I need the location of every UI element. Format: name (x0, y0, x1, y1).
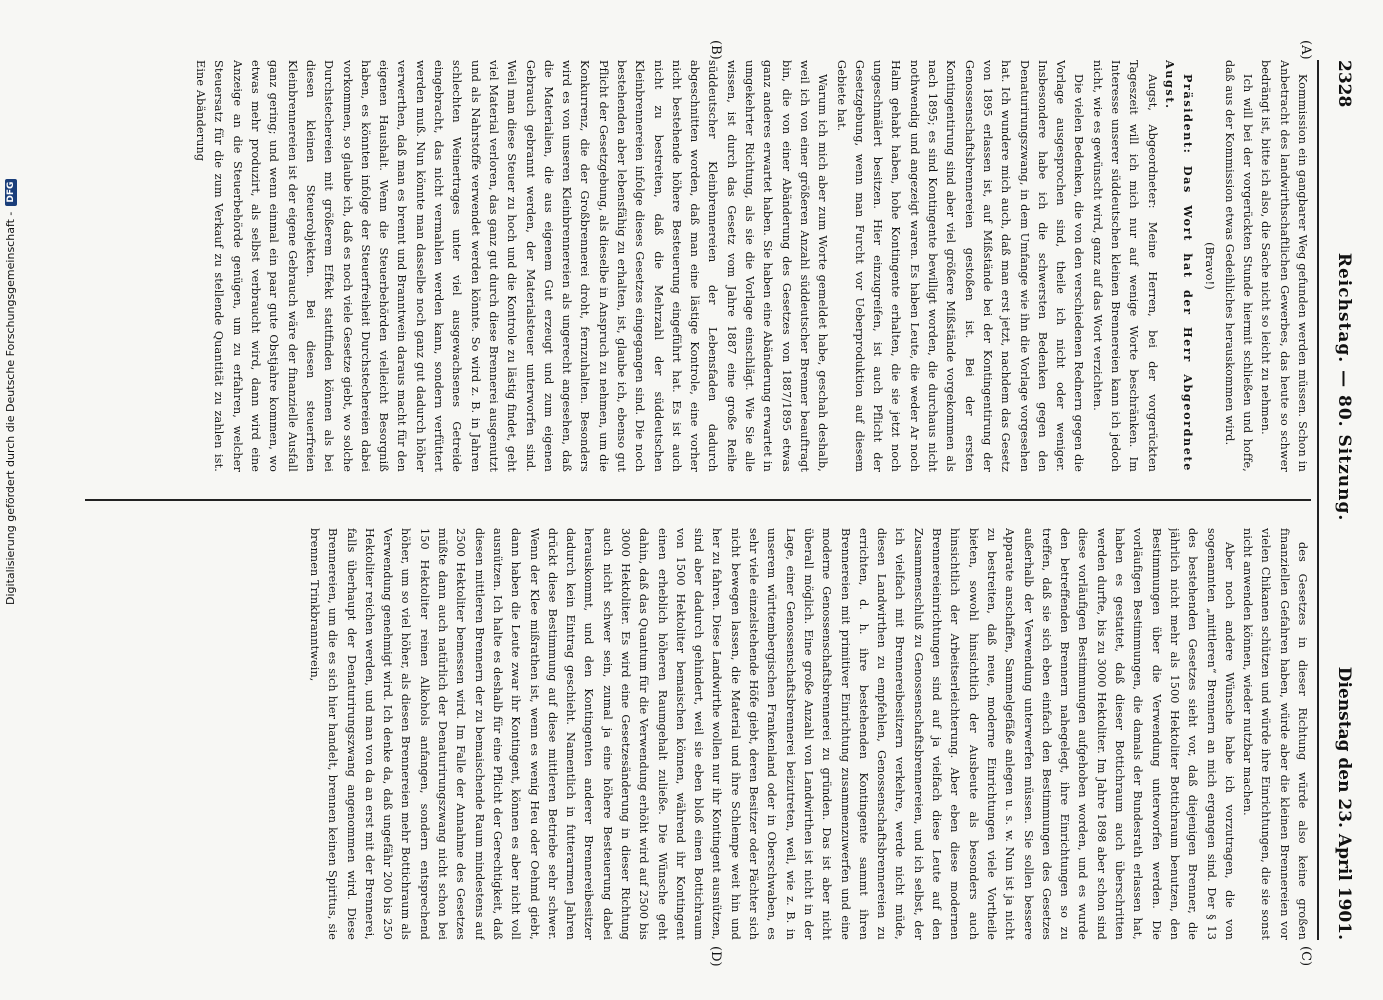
speaker-line: Präsident: Das Wort hat der Herr Abgeordnete Augst. (1162, 60, 1196, 472)
interjection: (Bravo!) (1202, 242, 1216, 290)
digitization-credit (4, 179, 17, 605)
left-column (85, 60, 1311, 472)
running-title: Reichstag. — 80. Sitzung. (1334, 252, 1354, 522)
margin-marker-b: (B) (708, 40, 723, 60)
paragraph: des Gesetzes in dieser Richtung würde also keine großen finanziellen Gefahren haben, würde aber die kleinen Brennereien vor vielen Chikanen schützen und würde ihre Einrichtungen, die sie sonst nicht anwenden können, wieder nutzbar machen. (1241, 528, 1309, 940)
dfg-logo: DFG (5, 179, 17, 206)
margin-marker-d: (D) (708, 946, 723, 967)
paragraph: Die vielen Bedenken, die von den verschiedenen Rednern gegen die Vorlage ausgesprochen sind, theile ich nicht oder weniger. Insbesondere habe ich die schwersten Bedenken gegen den Denaturirungszwang, in dem Umfange wie ihn die Vorlage vorgesehen hat. Ich wundere mich auch, daß man erst jetzt, nachdem das Gesetz von 1895 erlassen ist, auf Mißstände bei der Kontingentirung der Genossenschaftsbrennereien gestoßen ist. Bei der ersten Kontingentirung sind aber viel größere Mißstände vorgekommen als nach 1895; es sind Kontingente bewilligt worden, die durchaus nicht nothwendig und angezeigt waren. Es haben Leute, die weder Ar noch Halm gehabt haben, hohe Kontingente erhalten, die sie jetzt noch ungeschmälert besitzen. Hier einzugreifen, ist auch Pflicht der Gesetzgebung, wenn man Furcht vor Ueberproduktion auf diesem Gebiete hat. (834, 60, 1086, 472)
page-header (1329, 60, 1359, 940)
margin-marker-a: (A) (1298, 40, 1313, 60)
paragraph: Kommission ein gangbarer Weg gefunden werden müssen. Schon in Anbetracht des landwirthschaftlichen Gewerbes, das heute so schwer bedrängt ist, bitte ich also, die Sache nicht so leicht zu nehmen. (1259, 60, 1309, 472)
page-number: 2328 (1334, 60, 1354, 108)
margin-marker-c: (C) (1298, 946, 1313, 967)
column-divider (85, 499, 1311, 501)
header-rule (1317, 60, 1319, 940)
right-column (85, 528, 1311, 940)
paragraph: Warum ich mich aber zum Worte gemeldet habe, geschah deshalb, weil ich von einer größeren Anzahl süddeutscher Brenner beauftragt bin, die von einer Abänderung des Gesetzes von 1887/1895 etwas ganz anderes erwartet haben. Sie haben eine Abänderung erwartet in umgekehrter Richtung, als sie die Vorlage einschlägt. Wie Sie alle wissen, ist durch das Gesetz vom Jahre 1887 eine große Reihe süddeutscher Kleinbrennereien der Lebensfaden dadurch abgeschnitten worden, daß man eine lästige Kontrole, eine vorher nicht bestehende höhere Besteuerung eingeführt hat. Es ist auch nicht zu bestreiten, daß die Mehrzahl der süddeutschen Kleinbrennereien infolge dieses Gesetzes eingegangen sind. Die noch bestehenden aber lebensfähig zu erhalten, ist, glaube ich, ebenso gut Pflicht der Gesetzgebung, als dieselbe in Anspruch zu nehmen, um die Konkurrenz, die der Großbrennerei droht, fernzuhalten. Besonders wird es von unseren Kleinbrennereien als ungerecht angesehen, daß die Materialien, die aus eigenem Gut erzeugt und zum eigenen Gebrauch gebrannt werden, der Materialsteuer unterworfen sind. Weil man diese Steuer zu hoch und die Kontrole zu lästig findet, geht viel Material verloren, das ganz gut durch diese Brennerei ausgenutzt und als Nahrstoffe verwendet werden könnte. So wird z. B. in Jahren schlechten Weinertrages unter viel ausgewachsenes Getreide eingebracht, das nicht vermahlen werden kann, sondern verfüttert werden muß. Nun könnte man dasselbe noch ganz gut dadurch höher verwerthen, daß man es brennt und Branntwein daraus macht für den eigenen Haushalt. Wenn die Steuerbehörden vielleicht Besorgniß haben, es könnten infolge der Steuerfreiheit Durchstechereien dabei vorkommen, so glaube ich, daß es noch viele Gesetze giebt, wo solche Durchstechereien mit größerem Effekt stattfinden können als bei diesen kleinen Steuerobjekten. Bei diesen steuerfreien Kleinbrennereien ist der eigene Gebrauch wäre der finanzielle Ausfall ganz gering; und wenn einmal ein paar gute Obstjahre kommen, wo etwas mehr produzirt, als selbst verbraucht wird, dann wird eine Anzeige an die Steuerbehörde genügen, um zu erfahren, welcher Steuersatz für die zum Verkauf zu stellende Quantität zu zahlen ist. Eine Abänderung (194, 60, 830, 472)
session-date: Dienstag den 23. April 1901. (1334, 666, 1354, 940)
paragraph: Aber noch andere Wünsche habe ich vorzutragen, die von sogenannten „mittleren“ Brennern an mich ergangen sind. Der § 13 des bestehenden Gesetzes sieht vor, daß diejenigen Brenner, die jährlich nicht mehr als 1500 Hektoliter Bottichraum benutzen, den Bestimmungen über die Verwendung unterworfen werden. Die vorläufigen Bestimmungen, die damals der Bundesrath erlassen hat, haben es gestattet, daß dieser Bottichraum auch überschritten werden durfte, bis zu 3000 Hektoliter. Im Jahre 1898 aber schon sind diese vorläufigen Bestimmungen aufgehoben worden, und es wurde den betreffenden Brennern nahegelegt, ihre Einrichtungen so zu treffen, daß sie sich eben einfach den Bestimmungen des Gesetzes außerhalb der Verwendung unterwerfen müssen. Sie sollen bessere Apparate anschaffen, Sammelgefäße anlegen u. s. w. Nun ist ja nicht zu bestreiten, daß neue, moderne Einrichtungen viele Vortheile bieten, sowohl hinsichtlich der Ausbeute als besonders auch hinsichtlich der Arbeitserleichterung. Aber eben diese modernen Brennereieinrichtungen sind auf ja vielfach diese Leute auf den Zusammenschluß zu Genossenschaftsbrennereien, und ich selbst, der ich vielfach mit Brennereibesitzern verkehre, werde nicht müde, diesen Landwirthen zu empfehlen, Genossenschaftsbrennereien zu errichten, d. h. ihre bestehenden Kontingente sammt ihren Brennereien mit primitiver Einrichtung zusammenzuwerfen und eine moderne Genossenschaftsbrennerei zu gründen. Das ist aber nicht überall möglich. Eine große Anzahl von Landwirthen ist nicht in der Lage, einer Genossenschaftsbrennerei beizutreten, weil, wie z. B. in unserem württembergischen Frankenland oder in Oberschwaben, es sehr viele einzelstehende Höfe giebt, deren Besitzer oder Pächter sich nicht bewegen lassen, die Material und ihre Schlempe weit hin und her zu fahren. Diese Landwirthe wollen nur ihr Kontingent ausnützen, sind aber dadurch gehindert, weil sie eben bloß einen Bottichraum von 1500 Hektoliter bemaischen können, während ihr Kontingent einen erheblich höheren Raumgehalt zuließe. Die Wünsche geht dahin, daß das Quantum für die Verwendung erhöht wird auf 2500 bis 3000 Hektoliter. Es wird eine Gesetzesänderung in dieser Richtung auch nicht schwer sein, zumal ja eine höhere Besteuerung dabei herauskommt, und den Kontingenten anderer Brennereibesitzer dadurch kein Eintrag geschieht. Namentlich in futterarmen Jahren drückt diese Bestimmung auf diese mittleren Betriebe sehr schwer. Wenn der Klee mißrathen ist, wenn es wenig Heu oder Oehmd giebt, dann haben die Leute zwar ihr Kontingent, können es aber nicht voll ausnützen. Ich halte es deshalb für eine Pflicht der Gerechtigkeit, daß diesen mittleren Brennern der zu bemaischende Raum mindestens auf 2500 Hektoliter bemessen wird. Im Falle der Annahme des Gesetzes müßte dann auch natürlich der Denaturirungszwang nicht schon bei 150 Hektoliter reinen Alkohols anfangen, sondern entsprechend höher, um so viel höher, als diesen Brennereien mehr Bottichraum als Verwendung genehmigt wird. Ich denke da, daß ungefähr 200 bis 250 Hektoliter reichen werden, und man von da an erst mit der Brennerei, falls überhaupt der Denaturirungszwang angenommen wird. Diese Brennereien, um die es sich hier handelt, brennen keinen Spiritus, sie brennen Trinkbranntwein, (307, 528, 1236, 940)
credit-text: Digitalisierung gefördert durch die Deutsche Forschungsgemeinschaft - (4, 211, 17, 605)
paragraph: Ich will bei der vorgerückten Stunde hiermit schließen und hoffe, daß aus der Kommission etwas Gedeihliches herauskommen wird. (1222, 60, 1255, 472)
paragraph: Augst, Abgeordneter: Meine Herren, bei der vorgerückten Tageszeit will ich mich nur auf wenige Worte beschränken. Im Interesse unserer süddeutschen kleinen Brennereien kann ich jedoch nicht, wie es gewünscht wird, ganz auf das Wort verzichten. (1090, 60, 1159, 472)
